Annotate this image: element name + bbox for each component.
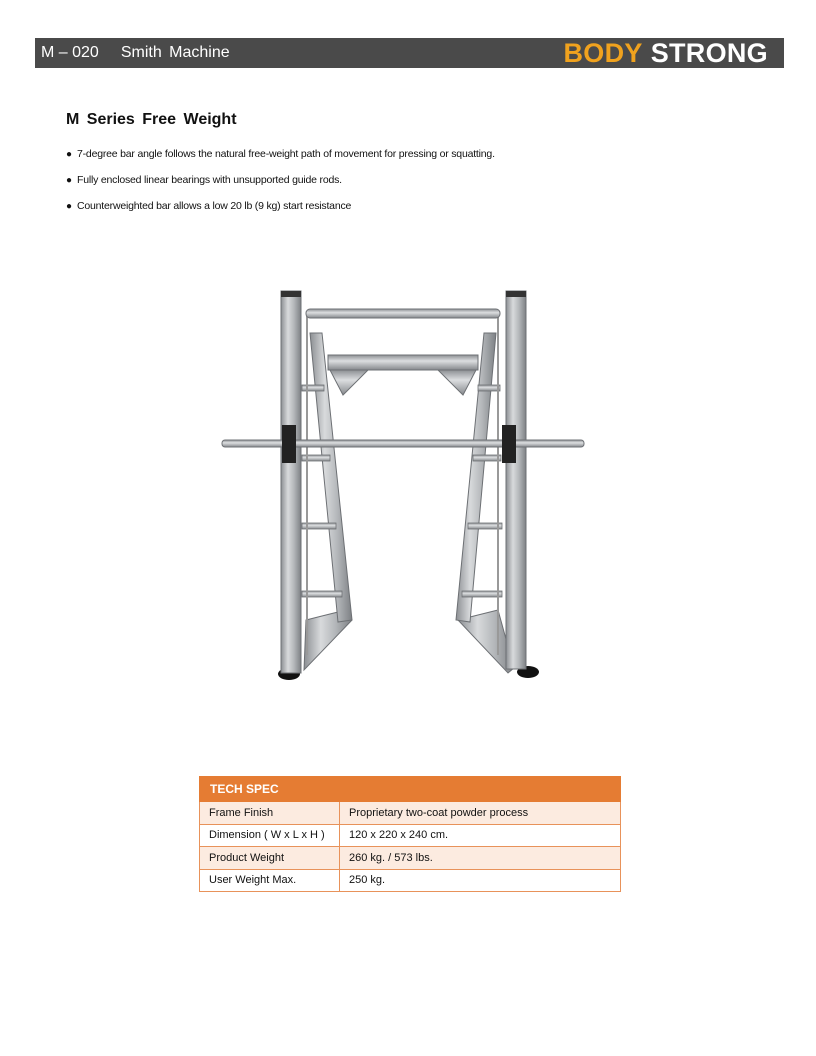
feature-item [66,148,495,174]
spec-value: 250 kg. [340,869,621,892]
bullet-icon: ● [66,149,72,160]
spec-label: User Weight Max. [200,869,340,892]
feature-text: Counterweighted bar allows a low 20 lb (9 kg) start resistance [77,200,352,212]
table-row [200,824,621,847]
table-row [200,869,621,892]
model-name: Smith Machine [120,44,230,61]
model-code: M – 020 [41,44,99,61]
tech-spec-title: TECH SPEC [200,777,621,802]
series-title: M Series Free Weight [66,111,237,128]
table-row [200,847,621,870]
spec-label: Product Weight [200,847,340,870]
feature-item [66,200,495,226]
bullet-icon: ● [66,201,72,212]
bullet-icon: ● [66,175,72,186]
table-row [200,802,621,825]
tech-spec-table [199,776,621,892]
feature-list [66,148,495,226]
spec-value: 260 kg. / 573 lbs. [340,847,621,870]
smith-machine-image [218,285,588,685]
feature-text: Fully enclosed linear bearings with unsupported guide rods. [77,174,342,186]
spec-label: Dimension ( W x L x H ) [200,824,340,847]
spec-value: Proprietary two-coat powder process [340,802,621,825]
brand-logo-part2: STRONG [650,37,768,68]
feature-text: 7-degree bar angle follows the natural free-weight path of movement for pressing or squatting. [77,148,495,160]
spec-value: 120 x 220 x 240 cm. [340,824,621,847]
brand-logo-part1: BODY [563,37,643,68]
header-bar [35,38,784,68]
feature-item [66,174,495,200]
brand-logo [563,38,768,69]
spec-label: Frame Finish [200,802,340,825]
